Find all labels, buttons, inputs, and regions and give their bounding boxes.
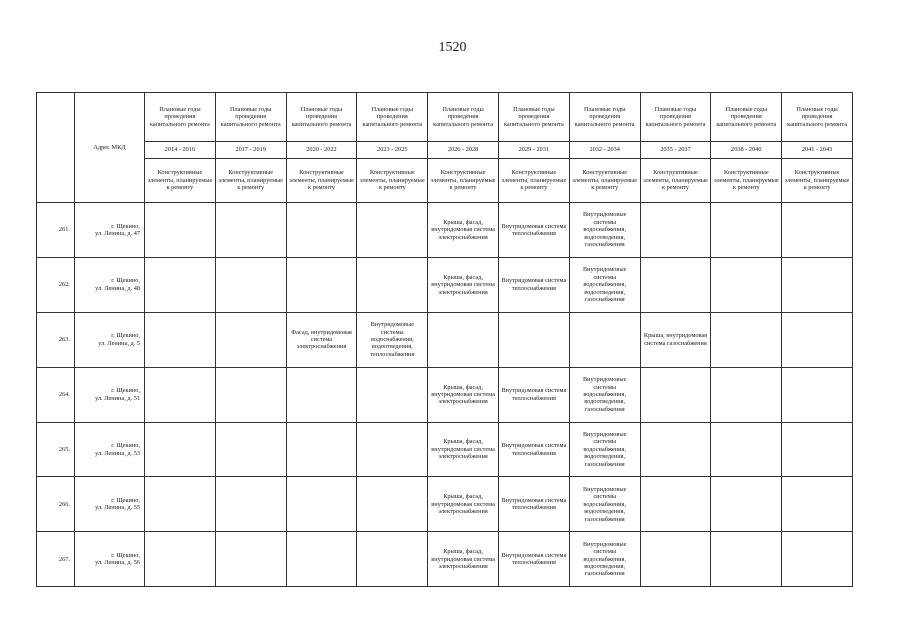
period-header: 2029 - 2031: [498, 142, 569, 159]
repair-cell: Внутридомовые системы водоснабжения, водоотведения, газоснабжения: [569, 257, 640, 312]
address-city: г. Щекино,: [111, 496, 140, 504]
address-street: ул. Ленина, д. 47: [95, 229, 140, 237]
repair-cell: [145, 367, 216, 422]
period-header: 2017 - 2019: [215, 142, 286, 159]
repair-cell: [215, 532, 286, 587]
repair-cell: [640, 532, 711, 587]
repair-cell: [711, 203, 782, 258]
repair-cell: [286, 257, 357, 312]
header-row-plan: [37, 93, 853, 142]
address-cell: [75, 477, 145, 532]
repair-cell: [782, 257, 853, 312]
address-city: г. Щекино,: [111, 277, 140, 285]
repair-cell: [286, 422, 357, 477]
num-header-cell: [37, 93, 75, 203]
address-cell: [75, 532, 145, 587]
repair-cell: [215, 203, 286, 258]
table-row: [37, 312, 853, 367]
repair-cell: Фасад, внутридомовая система электроснабжения: [286, 312, 357, 367]
row-number: 261.: [37, 203, 75, 258]
repair-cell: Внутридомовая система теплоснабжения: [498, 477, 569, 532]
elements-header: Конструктивные элементы, планируемые к ремонту: [215, 159, 286, 203]
repair-cell: [215, 367, 286, 422]
repair-cell: [640, 203, 711, 258]
repair-cell: [145, 312, 216, 367]
table-row: [37, 367, 853, 422]
plan-header: Плановые годы проведения капитального ремонта: [569, 93, 640, 142]
repair-cell: [145, 203, 216, 258]
repair-cell: [711, 422, 782, 477]
repair-cell: [286, 203, 357, 258]
repair-cell: Внутридомовые системы водоснабжения, водоотведения, газоснабжения: [569, 367, 640, 422]
repair-cell: Крыша, внутридомовая система газоснабжения: [640, 312, 711, 367]
elements-header: Конструктивные элементы, планируемые к ремонту: [640, 159, 711, 203]
repair-cell: Внутридомовая система теплоснабжения: [498, 532, 569, 587]
period-header: 2032 - 2034: [569, 142, 640, 159]
plan-header: Плановые годы проведения капитального ремонта: [357, 93, 428, 142]
repair-cell: Внутридомовая система теплоснабжения: [498, 203, 569, 258]
repair-cell: [215, 422, 286, 477]
elements-header: Конструктивные элементы, планируемые к ремонту: [711, 159, 782, 203]
row-number: 266.: [37, 477, 75, 532]
address-street: ул. Ленина, д. 48: [95, 284, 140, 292]
table-row: [37, 203, 853, 258]
repair-cell: Внутридомовая система теплоснабжения: [498, 367, 569, 422]
repair-cell: [357, 257, 428, 312]
repair-cell: [357, 422, 428, 477]
repair-cell: [711, 367, 782, 422]
repair-cell: [782, 477, 853, 532]
repair-cell: [215, 477, 286, 532]
repair-cell: Внутридомовые системы водоснабжения, водоотведения, теплоснабжения: [357, 312, 428, 367]
repair-cell: [286, 367, 357, 422]
repair-cell: [782, 203, 853, 258]
repair-cell: [498, 312, 569, 367]
period-header: 2014 - 2016: [145, 142, 216, 159]
plan-header: Плановые годы проведения капитального ремонта: [145, 93, 216, 142]
repair-cell: [286, 532, 357, 587]
repair-cell: Внутридомовые системы водоснабжения, водоотведения, газоснабжения: [569, 203, 640, 258]
table-row: [37, 422, 853, 477]
repair-cell: Крыша, фасад, внутридомовая система электроснабжения: [428, 532, 499, 587]
plan-header: Плановые годы проведения капитального ремонта: [428, 93, 499, 142]
repair-cell: [640, 477, 711, 532]
row-number: 264.: [37, 367, 75, 422]
elements-header: Конструктивные элементы, планируемые к ремонту: [498, 159, 569, 203]
row-number: 262.: [37, 257, 75, 312]
address-city: г. Щекино,: [111, 222, 140, 230]
plan-header: Плановые годы проведения капитального ремонта: [286, 93, 357, 142]
repair-cell: [215, 312, 286, 367]
period-header: 2020 - 2022: [286, 142, 357, 159]
repair-cell: [357, 367, 428, 422]
address-street: ул. Ленина, д. 53: [95, 449, 140, 457]
repair-cell: Внутридомовая система теплоснабжения: [498, 422, 569, 477]
plan-header: Плановые годы проведения капитального ремонта: [640, 93, 711, 142]
row-number: 263.: [37, 312, 75, 367]
repair-cell: [640, 257, 711, 312]
repair-cell: [145, 477, 216, 532]
plan-header: Плановые годы проведения капитального ремонта: [498, 93, 569, 142]
repair-cell: [640, 422, 711, 477]
elements-header: Конструктивные элементы, планируемые к ремонту: [145, 159, 216, 203]
elements-header: Конструктивные элементы, планируемые к ремонту: [357, 159, 428, 203]
address-street: ул. Ленина, д. 56: [95, 559, 140, 567]
repair-cell: [711, 477, 782, 532]
table-row: [37, 477, 853, 532]
address-street: ул. Ленина, д. 51: [95, 394, 140, 402]
address-city: г. Щекино,: [111, 551, 140, 559]
table-row: [37, 257, 853, 312]
row-number: 265.: [37, 422, 75, 477]
period-header: 2041 - 2043: [782, 142, 853, 159]
repair-cell: [428, 312, 499, 367]
address-cell: [75, 312, 145, 367]
table-body: [37, 203, 853, 587]
repair-cell: [215, 257, 286, 312]
address-cell: [75, 422, 145, 477]
elements-header: Конструктивные элементы, планируемые к ремонту: [569, 159, 640, 203]
address-cell: [75, 367, 145, 422]
period-header: 2035 - 2037: [640, 142, 711, 159]
repair-cell: [782, 532, 853, 587]
repair-cell: [782, 312, 853, 367]
repair-cell: [357, 477, 428, 532]
repair-cell: [640, 367, 711, 422]
repair-cell: [357, 203, 428, 258]
repair-cell: [145, 422, 216, 477]
repair-cell: [357, 532, 428, 587]
repair-cell: Крыша, фасад, внутридомовая система электроснабжения: [428, 477, 499, 532]
repair-cell: [569, 312, 640, 367]
address-header: Адрес МКД: [75, 93, 145, 203]
plan-header: Плановые годы проведения капитального ремонта: [215, 93, 286, 142]
period-header: 2026 - 2028: [428, 142, 499, 159]
repair-cell: [782, 422, 853, 477]
address-city: г. Щекино,: [111, 387, 140, 395]
address-cell: [75, 203, 145, 258]
plan-header: Плановые годы проведения капитального ремонта: [782, 93, 853, 142]
page-number: 1520: [438, 40, 467, 55]
repair-cell: Внутридомовые системы водоснабжения, водоотведения, газоснабжения: [569, 422, 640, 477]
repair-cell: Внутридомовые системы водоснабжения, водоотведения, газоснабжения: [569, 532, 640, 587]
repair-cell: Крыша, фасад, внутридомовая система электроснабжения: [428, 367, 499, 422]
address-street: ул. Ленина, д. 55: [95, 504, 140, 512]
address-city: г. Щекино,: [111, 332, 140, 340]
header-row-periods: [37, 142, 853, 159]
elements-header: Конструктивные элементы, планируемые к ремонту: [428, 159, 499, 203]
repair-cell: [286, 477, 357, 532]
table-row: [37, 532, 853, 587]
repair-cell: [711, 532, 782, 587]
period-header: 2038 - 2040: [711, 142, 782, 159]
repair-cell: Внутридомовые системы водоснабжения, водоотведения, газоснабжения: [569, 477, 640, 532]
capital-repair-table: [36, 92, 853, 587]
repair-cell: [145, 532, 216, 587]
repair-cell: Крыша, фасад, внутридомовая система электроснабжения: [428, 257, 499, 312]
plan-header: Плановые годы проведения капитального ремонта: [711, 93, 782, 142]
elements-header: Конструктивные элементы, планируемые к ремонту: [286, 159, 357, 203]
elements-header: Конструктивные элементы, планируемые к ремонту: [782, 159, 853, 203]
repair-cell: [711, 312, 782, 367]
repair-cell: [711, 257, 782, 312]
header-row-elements: [37, 159, 853, 203]
period-header: 2023 - 2025: [357, 142, 428, 159]
repair-cell: [782, 367, 853, 422]
repair-cell: Крыша, фасад, внутридомовая система электроснабжения: [428, 422, 499, 477]
address-street: ул. Ленина, д. 5: [98, 339, 140, 347]
repair-cell: Крыша, фасад, внутридомовая система электроснабжения: [428, 203, 499, 258]
repair-cell: Внутридомовая система теплоснабжения: [498, 257, 569, 312]
row-number: 267.: [37, 532, 75, 587]
address-cell: [75, 257, 145, 312]
repair-cell: [145, 257, 216, 312]
address-city: г. Щекино,: [111, 442, 140, 450]
